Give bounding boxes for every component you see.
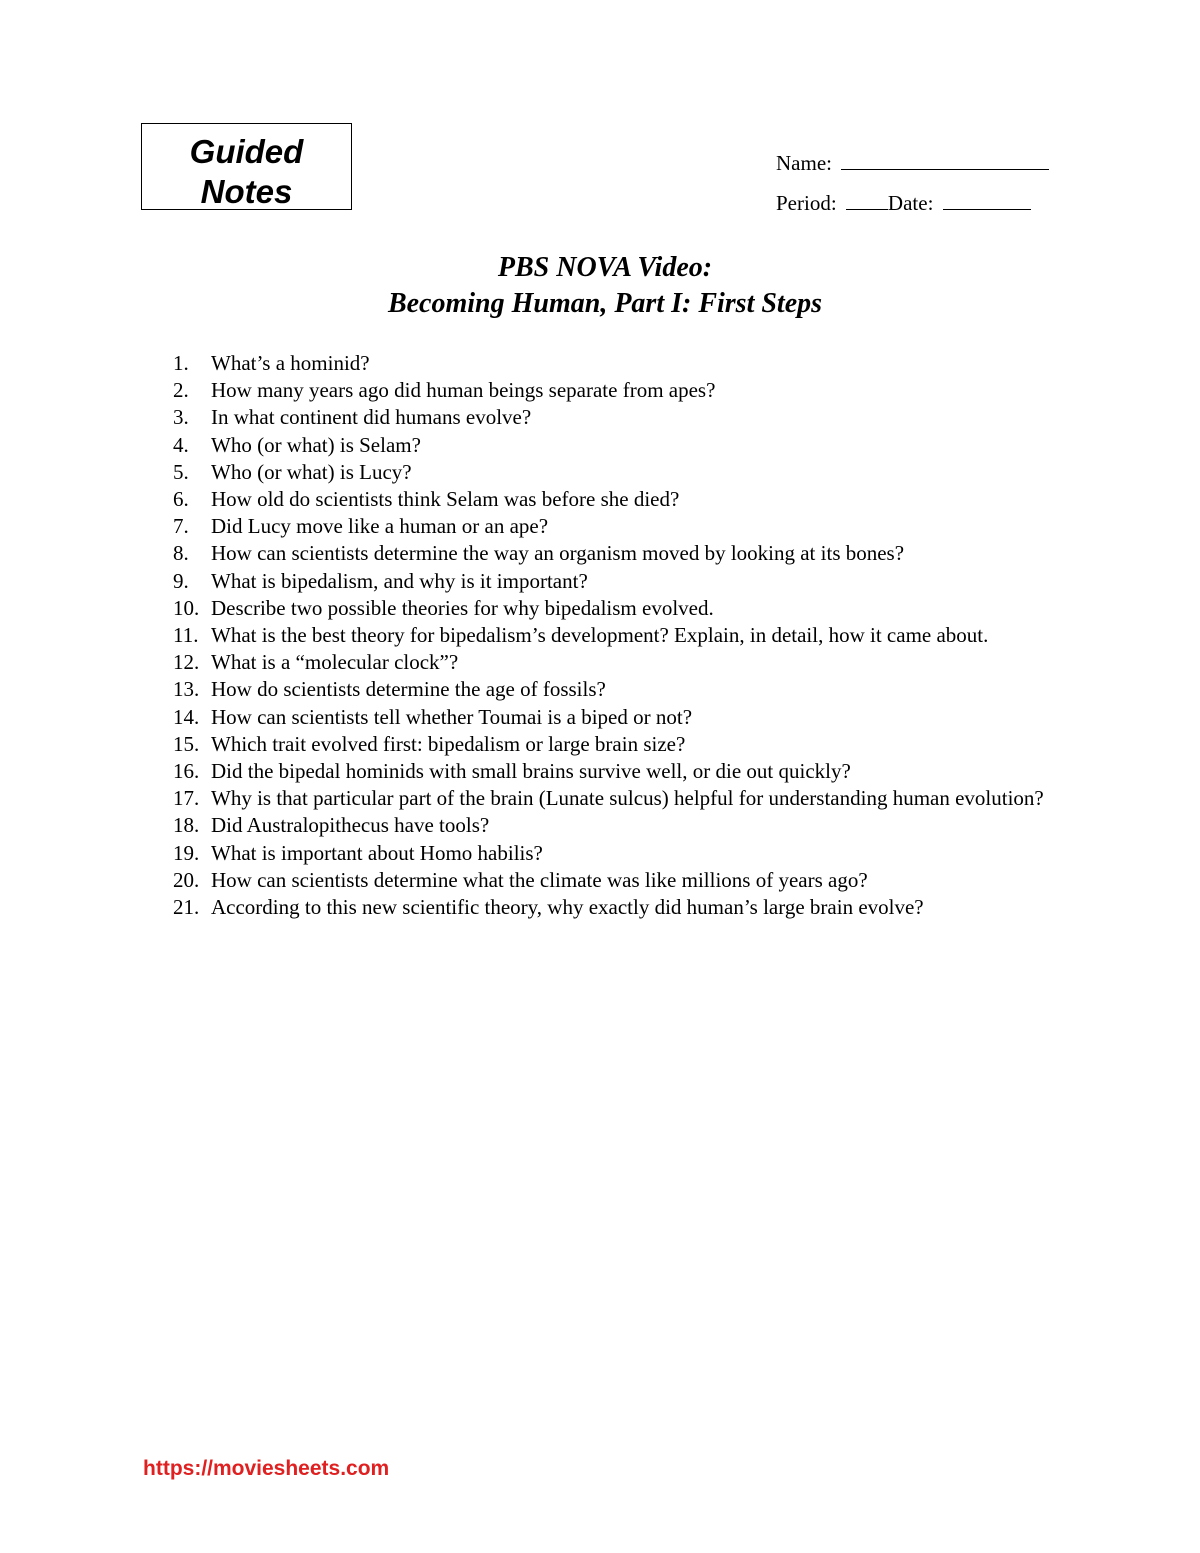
- list-item: [173, 894, 1053, 921]
- list-item: [173, 676, 1053, 703]
- question-number: 13.: [173, 677, 200, 702]
- list-item: [173, 867, 1053, 894]
- question-number: 16.: [173, 759, 200, 784]
- question-number: 10.: [173, 595, 200, 620]
- question-text: Who (or what) is Selam?: [211, 432, 421, 457]
- question-text: How many years ago did human beings separate from apes?: [211, 378, 716, 403]
- question-number: 9.: [173, 568, 189, 593]
- question-text: Why is that particular part of the brain (Lunate sulcus) helpful for understanding human evolution?: [211, 786, 1044, 811]
- question-text: According to this new scientific theory, why exactly did human’s large brain evolve?: [211, 895, 924, 920]
- list-item: [173, 704, 1053, 731]
- question-text: How old do scientists think Selam was before she died?: [211, 487, 680, 512]
- period-blank[interactable]: [846, 191, 888, 210]
- question-text: Which trait evolved first: bipedalism or large brain size?: [211, 731, 686, 756]
- question-number: 4.: [173, 432, 189, 457]
- list-item: [173, 649, 1053, 676]
- question-number: 8.: [173, 541, 189, 566]
- question-number: 6.: [173, 487, 189, 512]
- question-text: How do scientists determine the age of fossils?: [211, 677, 606, 702]
- list-item: [173, 758, 1053, 785]
- name-blank[interactable]: [841, 151, 1049, 170]
- question-number: 3.: [173, 405, 189, 430]
- question-number: 18.: [173, 813, 200, 838]
- guided-notes-box: [141, 123, 352, 210]
- question-text: What is a “molecular clock”?: [211, 650, 459, 675]
- period-label: Period:: [776, 191, 837, 215]
- question-number: 20.: [173, 867, 200, 892]
- question-number: 1.: [173, 351, 189, 375]
- list-item: [173, 812, 1053, 839]
- list-item: [173, 377, 1053, 404]
- notes-label: Notes: [200, 173, 293, 210]
- question-number: 15.: [173, 731, 200, 756]
- question-text: How can scientists determine the way an organism moved by looking at its bones?: [211, 541, 905, 566]
- list-item: [173, 350, 1053, 377]
- question-text: How can scientists tell whether Toumai is a biped or not?: [211, 704, 693, 729]
- list-item: [173, 622, 1053, 649]
- guided-label: Guided: [189, 133, 304, 170]
- question-number: 5.: [173, 459, 189, 484]
- name-label: Name:: [776, 151, 832, 175]
- question-number: 7.: [173, 514, 189, 539]
- question-text: Did Australopithecus have tools?: [211, 813, 490, 838]
- question-text: What’s a hominid?: [211, 351, 370, 375]
- question-number: 14.: [173, 704, 200, 729]
- question-text: In what continent did humans evolve?: [211, 405, 532, 430]
- date-label: Date:: [887, 191, 934, 215]
- question-text: What is important about Homo habilis?: [211, 840, 543, 865]
- list-item: [173, 404, 1053, 431]
- list-item: [173, 432, 1053, 459]
- list-item: [173, 840, 1053, 867]
- question-number: 11.: [173, 623, 199, 648]
- title-line-2: Becoming Human, Part I: First Steps: [387, 288, 823, 319]
- list-item: [173, 595, 1053, 622]
- question-text: What is bipedalism, and why is it important?: [211, 568, 588, 593]
- question-text: Describe two possible theories for why bipedalism evolved.: [211, 595, 714, 620]
- question-text: Did Lucy move like a human or an ape?: [211, 514, 549, 539]
- question-number: 2.: [173, 378, 189, 403]
- question-text: Did the bipedal hominids with small brains survive well, or die out quickly?: [211, 759, 851, 784]
- question-number: 19.: [173, 840, 200, 865]
- list-item: [173, 540, 1053, 567]
- question-number: 12.: [173, 650, 200, 675]
- date-blank[interactable]: [943, 191, 1031, 210]
- footer-link[interactable]: https://moviesheets.com: [143, 1457, 390, 1480]
- name-row: [776, 143, 1049, 183]
- title-line-1: PBS NOVA Video:: [497, 252, 713, 283]
- question-number: 17.: [173, 786, 200, 811]
- list-item: [173, 486, 1053, 513]
- list-item: [173, 785, 1053, 812]
- question-text: Who (or what) is Lucy?: [211, 459, 412, 484]
- list-item: [173, 568, 1053, 595]
- student-info-fields: [776, 143, 1049, 223]
- questions-list: [173, 350, 1053, 921]
- list-item: [173, 459, 1053, 486]
- list-item: [173, 513, 1053, 540]
- question-text: How can scientists determine what the climate was like millions of years ago?: [211, 867, 868, 892]
- page-title: [0, 250, 1200, 322]
- period-date-row: [776, 183, 1049, 223]
- list-item: [173, 731, 1053, 758]
- question-text: What is the best theory for bipedalism’s development? Explain, in detail, how it came about.: [211, 623, 989, 648]
- question-number: 21.: [173, 895, 200, 920]
